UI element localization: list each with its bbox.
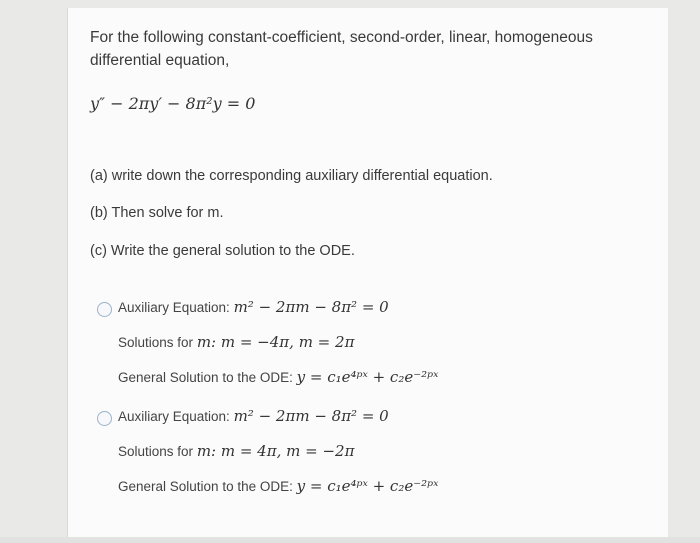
question-intro: For the following constant-coefficient, second-order, linear, homogeneous differential equation, — [90, 29, 593, 70]
solutions-values: m: m = 4π, m = −2π — [196, 442, 355, 460]
option-2-general — [118, 477, 438, 495]
aux-equation: m² − 2πm − 8π² = 0 — [233, 407, 389, 425]
part-b: (b) Then solve for m. — [90, 205, 224, 221]
part-a: (a) write down the corresponding auxiliary differential equation. — [90, 168, 493, 184]
option-2-radio[interactable] — [97, 411, 112, 426]
option-2-solutions — [118, 442, 354, 460]
aux-label: Auxiliary Equation: — [118, 409, 230, 424]
general-label: General Solution to the ODE: — [118, 479, 293, 494]
part-c: (c) Write the general solution to the ODE. — [90, 243, 355, 259]
ode-equation: y″ − 2πy′ − 8π²y = 0 — [90, 94, 256, 113]
option-1-general — [118, 368, 438, 386]
general-label: General Solution to the ODE: — [118, 370, 293, 385]
general-solution: y = c₁e⁴ᵖˣ + c₂e⁻²ᵖˣ — [296, 368, 439, 386]
solutions-label: Solutions for — [118, 444, 194, 459]
option-2-aux[interactable] — [118, 407, 389, 425]
question-card — [67, 8, 668, 543]
aux-label: Auxiliary Equation: — [118, 300, 230, 315]
general-solution: y = c₁e⁴ᵖˣ + c₂e⁻²ᵖˣ — [296, 477, 439, 495]
solutions-label: Solutions for — [118, 335, 194, 350]
option-1-aux[interactable] — [118, 298, 389, 316]
bottom-divider — [0, 537, 700, 543]
option-1-radio[interactable] — [97, 302, 112, 317]
solutions-values: m: m = −4π, m = 2π — [196, 333, 355, 351]
option-1-solutions — [118, 333, 354, 351]
aux-equation: m² − 2πm − 8π² = 0 — [233, 298, 389, 316]
